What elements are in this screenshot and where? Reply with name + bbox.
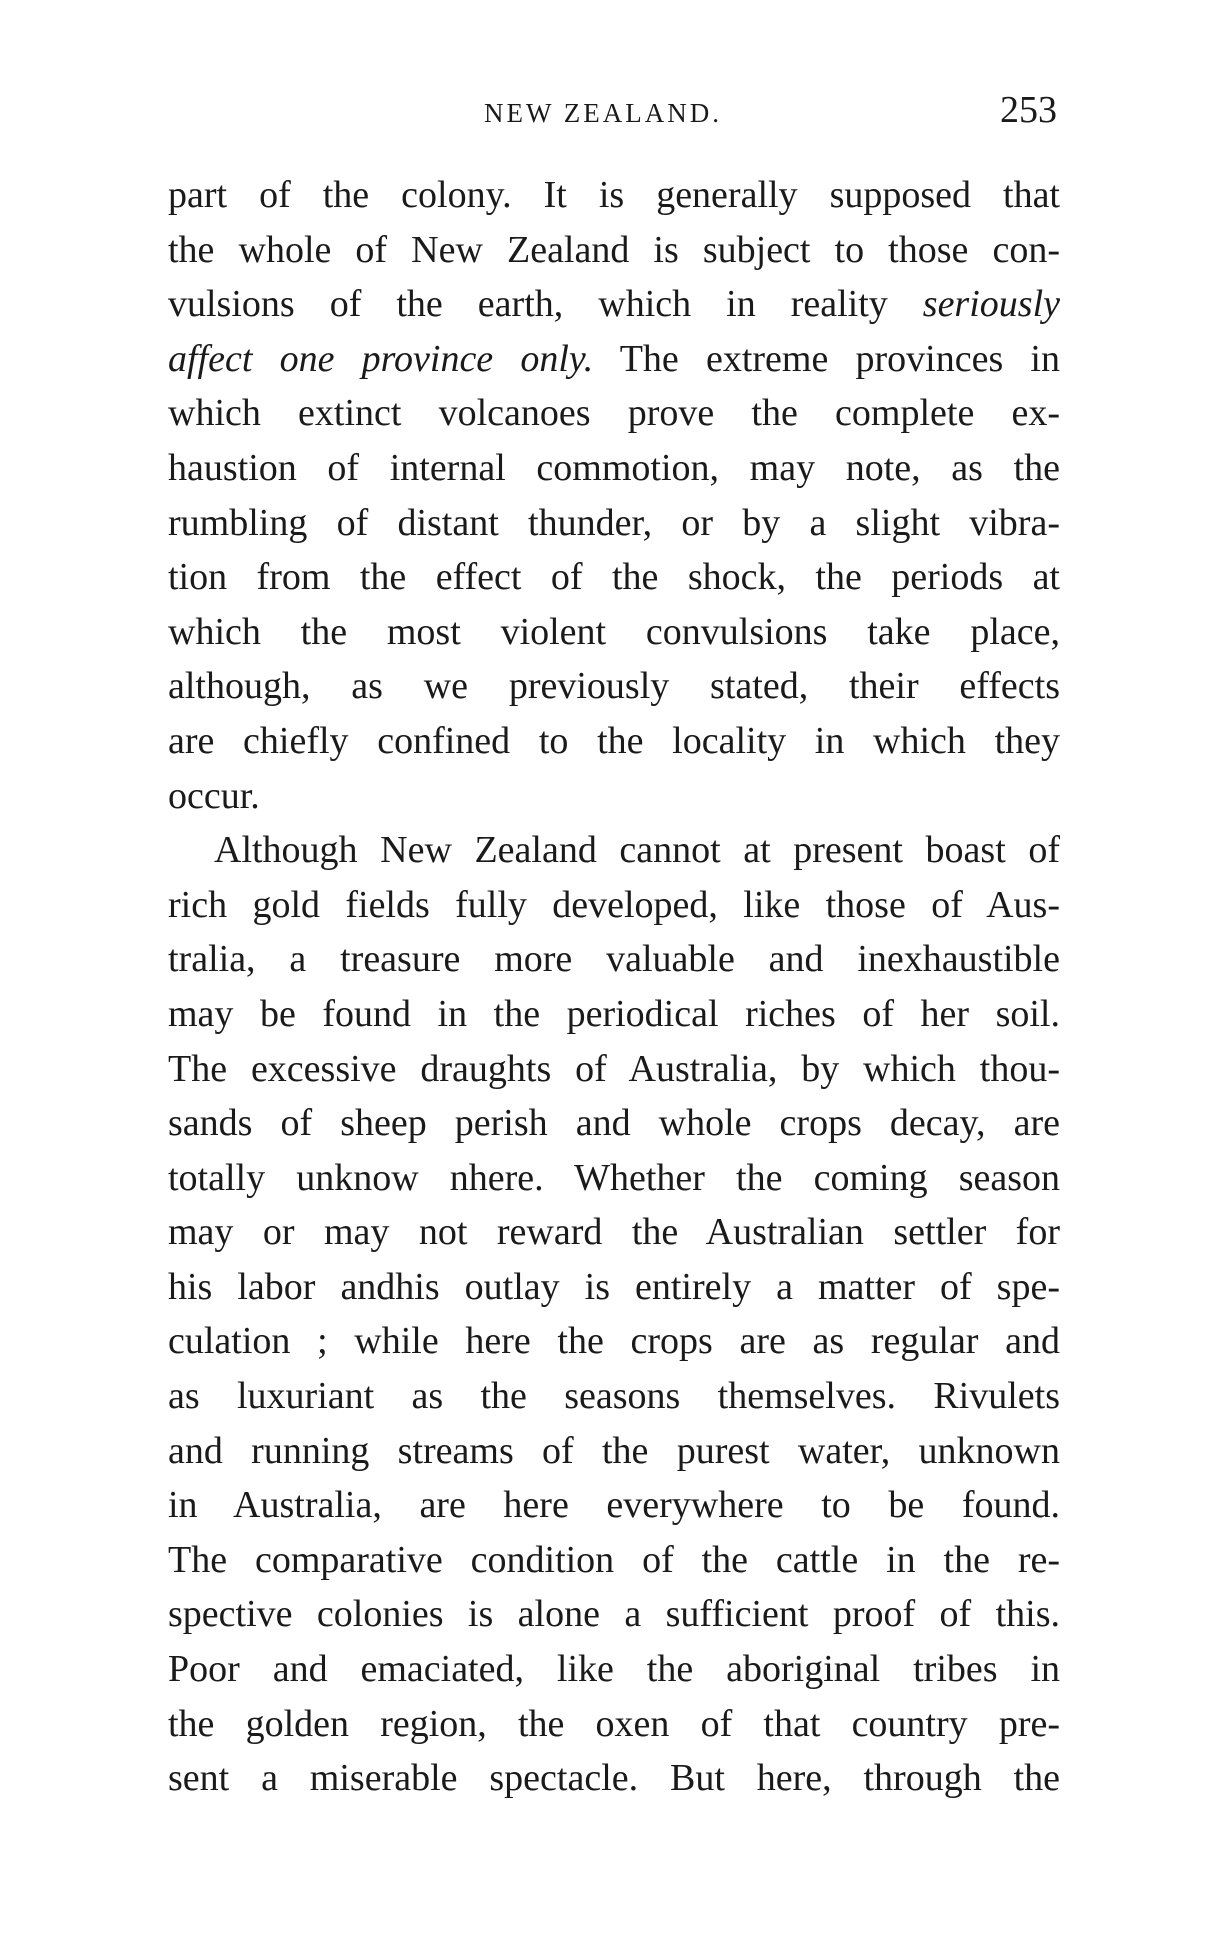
text-line: are chiefly confined to the locality in which they — [168, 719, 1060, 762]
text-line — [168, 332, 1060, 387]
text-line: occur. — [168, 774, 260, 817]
text-line: as luxuriant as the seasons themselves. Rivulets — [168, 1375, 1060, 1418]
text-line: which the most violent convulsions take place, — [168, 610, 1060, 653]
text-line: the whole of New Zealand is subject to those con- — [168, 228, 1060, 271]
text-line: although, as we previously stated, their effects — [168, 665, 1060, 708]
italic-text: seriously — [922, 283, 1060, 326]
text-line: culation ; while here the crops are as regular and — [168, 1320, 1060, 1363]
text-line: in Australia, are here everywhere to be found. — [168, 1484, 1060, 1527]
paragraph-1 — [168, 168, 1060, 823]
text-line: tralia, a treasure more valuable and inexhaustible — [168, 938, 1060, 981]
paragraph-2 — [168, 823, 1060, 1806]
text-line — [168, 277, 1060, 332]
text-line: tion from the effect of the shock, the periods at — [168, 556, 1060, 599]
text-line: haustion of internal commotion, may note, as the — [168, 446, 1060, 489]
text-segment: vulsions of the earth, which in reality — [168, 283, 923, 326]
running-head: NEW ZEALAND. — [484, 98, 722, 128]
text-line: his labor andhis outlay is entirely a matter of spe- — [168, 1265, 1060, 1308]
text-line: part of the colony. It is generally supposed that — [168, 174, 1060, 216]
text-line: which extinct volcanoes prove the complete ex- — [168, 392, 1060, 435]
text-line: Although New Zealand cannot at present boast of — [214, 829, 1060, 872]
text-line: sent a miserable spectacle. But here, through the — [168, 1757, 1060, 1800]
text-line: rich gold fields fully developed, like those of Aus- — [168, 883, 1060, 926]
text-line: may or may not reward the Australian settler for — [168, 1211, 1060, 1254]
text-line: spective colonies is alone a sufficient proof of this. — [168, 1593, 1060, 1636]
text-line: The excessive draughts of Australia, by which thou- — [168, 1047, 1060, 1090]
text-line: the golden region, the oxen of that country pre- — [168, 1702, 1060, 1745]
text-line: and running streams of the purest water, unknown — [168, 1429, 1060, 1472]
italic-text: affect one province only. — [168, 337, 594, 380]
body-text — [168, 168, 1060, 1806]
text-line: totally unknow nhere. Whether the coming season — [168, 1156, 1060, 1199]
text-line: The comparative condition of the cattle in the re- — [168, 1538, 1060, 1581]
text-segment: The extreme provinces in — [593, 337, 1060, 380]
text-line: sands of sheep perish and whole crops decay, are — [168, 1102, 1060, 1145]
page-number: 253 — [1000, 89, 1057, 131]
text-line: may be found in the periodical riches of her soil. — [168, 992, 1060, 1035]
text-line: Poor and emaciated, like the aboriginal tribes in — [168, 1648, 1060, 1691]
text-line: rumbling of distant thunder, or by a slight vibra- — [168, 501, 1060, 544]
